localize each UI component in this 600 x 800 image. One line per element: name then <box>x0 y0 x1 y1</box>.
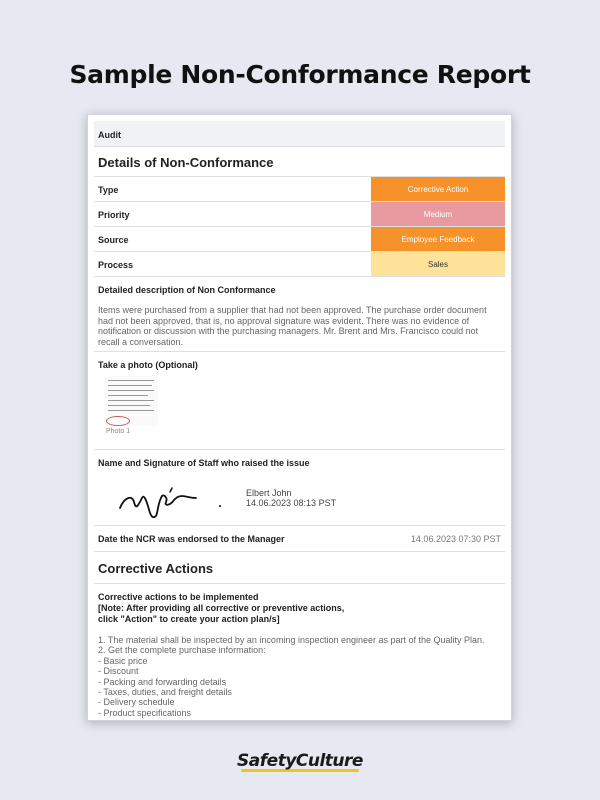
brand-name: SafetyCulture <box>237 751 363 771</box>
handwritten-signature <box>112 476 242 522</box>
source-value[interactable]: Employee Feedback <box>371 227 505 251</box>
report-content <box>94 121 505 720</box>
field-label: Source <box>98 235 129 245</box>
list-item: - Product specifications <box>98 707 192 718</box>
signature-area <box>98 476 501 522</box>
photo-attachment[interactable] <box>104 376 160 435</box>
page-title: Sample Non-Conformance Report <box>69 60 531 89</box>
brand-logo <box>0 751 600 772</box>
field-row-type <box>94 177 505 202</box>
details-heading: Details of Non-Conformance <box>94 147 505 177</box>
field-label: Type <box>98 185 119 195</box>
endorsed-date[interactable]: 14.06.2023 07:30 PST <box>410 533 501 544</box>
description-text: Items were purchased from a supplier that had not been approved. The purchase order document had not been approved, that is, no approval signature was evident. There was no evidence of notification or discussion with the purchasing managers. Mr. Brent and Mrs. Francisco could not recall a conversation. <box>98 305 487 347</box>
list-item: 1. The material shall be inspected by an incoming inspection engineer as part of the Quality Plan. <box>98 635 485 645</box>
process-value[interactable]: Sales <box>371 252 505 276</box>
corrective-list <box>94 625 505 718</box>
description-block <box>94 277 505 352</box>
list-item: - Discount <box>98 666 139 677</box>
signature-timestamp: 14.06.2023 08:13 PST <box>246 498 337 508</box>
endorsed-label: Date the NCR was endorsed to the Manager <box>98 533 285 544</box>
field-row-priority <box>94 202 505 227</box>
audit-header: Audit <box>94 121 505 147</box>
list-item: - Taxes, duties, and freight details <box>98 687 232 698</box>
field-label: Process <box>98 260 134 270</box>
photo-thumbnail[interactable] <box>104 376 158 426</box>
staff-name: Elbert John <box>246 488 292 498</box>
field-row-source <box>94 227 505 252</box>
list-item: - Delivery schedule <box>98 697 175 708</box>
description-label: Detailed description of Non Conformance <box>98 285 276 295</box>
report-card <box>87 114 512 721</box>
signature-label: Name and Signature of Staff who raised the issue <box>98 458 310 468</box>
signature-mark <box>106 416 130 426</box>
list-item: - Packing and forwarding details <box>98 676 227 687</box>
list-item: 2. Get the complete purchase information: <box>98 645 266 656</box>
photo-label: Take a photo (Optional) <box>98 360 198 370</box>
field-label: Priority <box>98 210 130 220</box>
signature-block <box>94 450 505 526</box>
corrective-label: Corrective actions to be implemented [Note: After providing all corrective or preventive actions, click "Action" to create your action plan/s] <box>98 592 345 624</box>
priority-value[interactable]: Medium <box>371 202 505 226</box>
corrective-heading: Corrective Actions <box>94 552 505 584</box>
list-item: - Basic price <box>98 655 148 666</box>
endorsed-row <box>94 526 505 552</box>
photo-caption: Photo 1 <box>106 428 131 435</box>
type-value[interactable]: Corrective Action <box>371 177 505 201</box>
signature-info <box>246 476 336 522</box>
field-row-process <box>94 252 505 277</box>
photo-block <box>94 352 505 450</box>
